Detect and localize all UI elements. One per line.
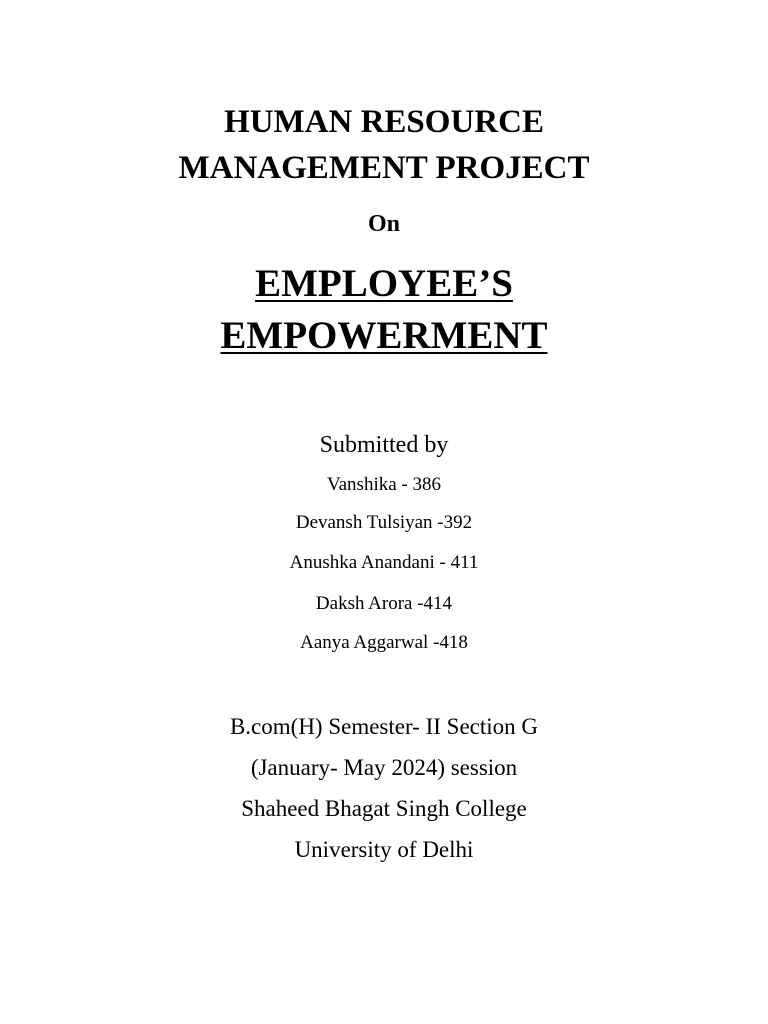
title-line-1-text: EMPLOYEE’S — [255, 262, 513, 305]
member-item: Daksh Arora -414 — [315, 593, 453, 614]
on-label: On — [367, 211, 400, 237]
heading-line-1: HUMAN RESOURCE — [224, 104, 544, 140]
title-line-1 — [0, 264, 768, 303]
university-line: University of Delhi — [294, 837, 474, 862]
member-item: Aanya Aggarwal -418 — [300, 632, 468, 653]
session-line: (January- May 2024) session — [250, 755, 518, 780]
submitted-by-label: Submitted by — [319, 432, 449, 458]
course-line: B.com(H) Semester- II Section G — [229, 714, 539, 739]
title-line-2 — [0, 316, 768, 355]
title-line-2-text: EMPOWERMENT — [220, 314, 548, 357]
heading-line-2: MANAGEMENT PROJECT — [178, 150, 590, 186]
member-item: Anushka Anandani - 411 — [289, 552, 479, 573]
college-line: Shaheed Bhagat Singh College — [241, 796, 527, 821]
member-item: Vanshika - 386 — [327, 474, 441, 495]
member-item: Devansh Tulsiyan -392 — [295, 512, 473, 533]
